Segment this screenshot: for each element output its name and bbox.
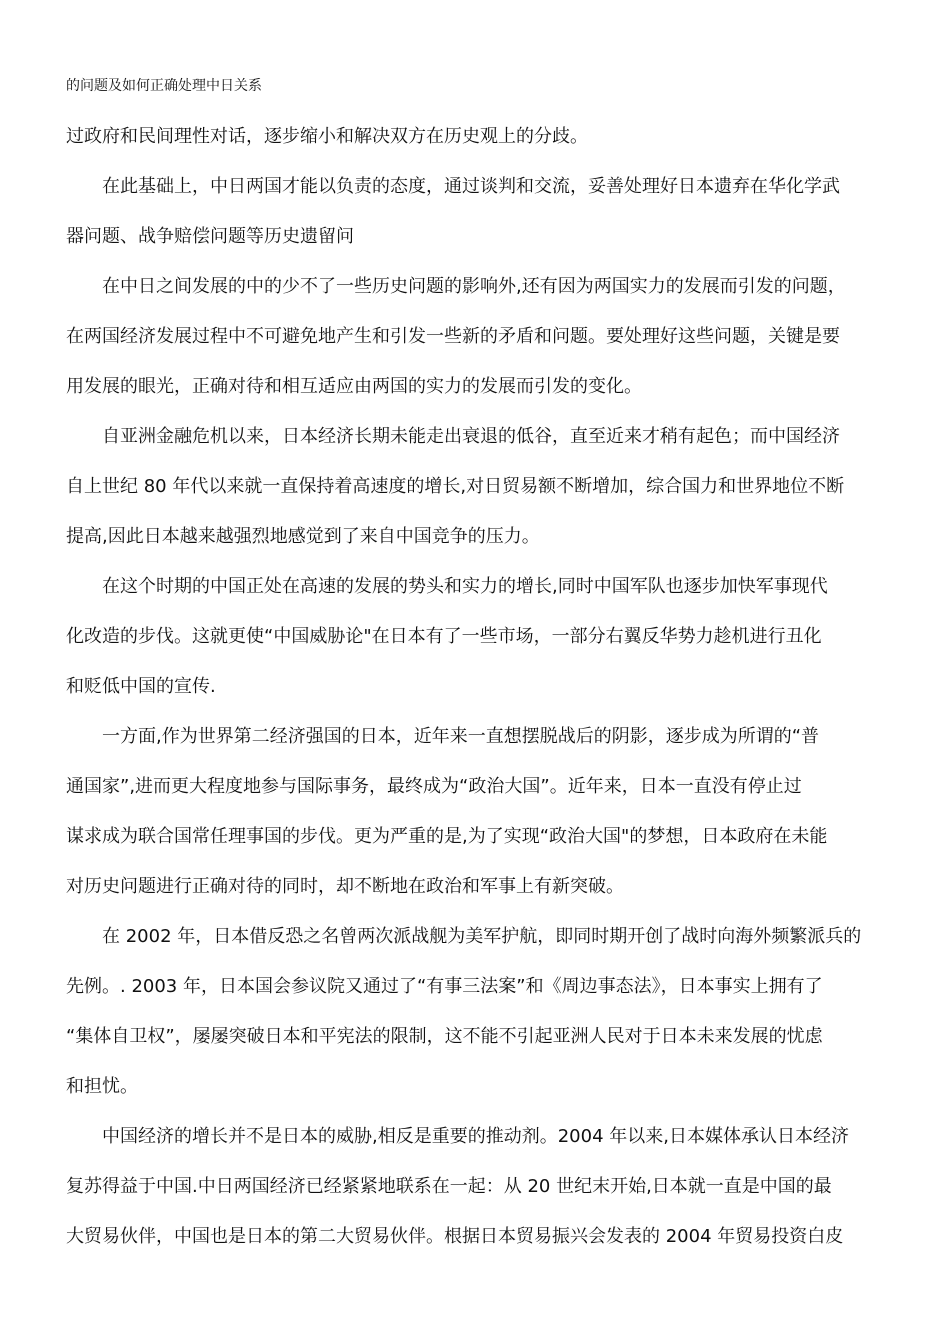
text-line: 一方面,作为世界第二经济强国的日本，近年来一直想摆脱战后的阴影，逐步成为所谓的“普 xyxy=(102,726,820,747)
body-text xyxy=(66,121,896,1271)
text-line: 自亚洲金融危机以来，日本经济长期未能走出衰退的低谷，直至近来才稍有起色；而中国经济 xyxy=(102,426,840,447)
text-line: 化改造的步伐。这就更使“中国威胁论"在日本有了一些市场，一部分右翼反华势力趁机进行丑化 xyxy=(66,626,822,647)
text-line: 提高,因此日本越来越强烈地感觉到了来自中国竞争的压力。 xyxy=(66,526,540,547)
text-line: 谋求成为联合国常任理事国的步伐。更为严重的是,为了实现“政治大国"的梦想，日本政府在未能 xyxy=(66,826,828,847)
text-line: 先例。. 2003 年，日本国会参议院又通过了“有事三法案”和《周边事态法》，日本事实上拥有了 xyxy=(66,976,823,997)
text-line: 自上世纪 80 年代以来就一直保持着高速度的增长,对日贸易额不断增加，综合国力和世界地位不断 xyxy=(66,476,845,497)
text-line: 通国家”,进而更大程度地参与国际事务，最终成为“政治大国”。近年来，日本一直没有停止过 xyxy=(66,776,802,797)
running-header: 的问题及如何正确处理中日关系 xyxy=(66,78,262,94)
text-line: 复苏得益于中国.中日两国经济已经紧紧地联系在一起：从 20 世纪末开始,日本就一直是中国的最 xyxy=(66,1176,832,1197)
text-line: 和担忧。 xyxy=(66,1076,138,1097)
text-line: 过政府和民间理性对话，逐步缩小和解决双方在历史观上的分歧。 xyxy=(66,126,588,147)
text-line: 和贬低中国的宣传. xyxy=(66,676,216,697)
text-line: 在这个时期的中国正处在高速的发展的势头和实力的增长,同时中国军队也逐步加快军事现代 xyxy=(102,576,828,597)
text-line: 对历史问题进行正确对待的同时，却不断地在政治和军事上有新突破。 xyxy=(66,876,624,897)
text-line: 在两国经济发展过程中不可避免地产生和引发一些新的矛盾和问题。要处理好这些问题，关键是要 xyxy=(66,326,840,347)
text-line: 用发展的眼光，正确对待和相互适应由两国的实力的发展而引发的变化。 xyxy=(66,376,642,397)
text-line: 在中日之间发展的中的少不了一些历史问题的影响外,还有因为两国实力的发展而引发的问题， xyxy=(102,276,846,297)
text-line: 大贸易伙伴，中国也是日本的第二大贸易伙伴。根据日本贸易振兴会发表的 2004 年贸易投资白皮 xyxy=(66,1226,844,1247)
text-line: “集体自卫权”，屡屡突破日本和平宪法的限制，这不能不引起亚洲人民对于日本未来发展的忧虑 xyxy=(66,1026,823,1047)
text-line: 中国经济的增长并不是日本的威胁,相反是重要的推动剂。2004 年以来,日本媒体承认日本经济 xyxy=(102,1126,849,1147)
text-line: 器问题、战争赔偿问题等历史遗留问 xyxy=(66,226,354,247)
text-line: 在此基础上，中日两国才能以负责的态度，通过谈判和交流，妥善处理好日本遗弃在华化学武 xyxy=(102,176,840,197)
text-line: 在 2002 年，日本借反恐之名曾两次派战舰为美军护航，即同时期开创了战时向海外频繁派兵的 xyxy=(102,926,862,947)
